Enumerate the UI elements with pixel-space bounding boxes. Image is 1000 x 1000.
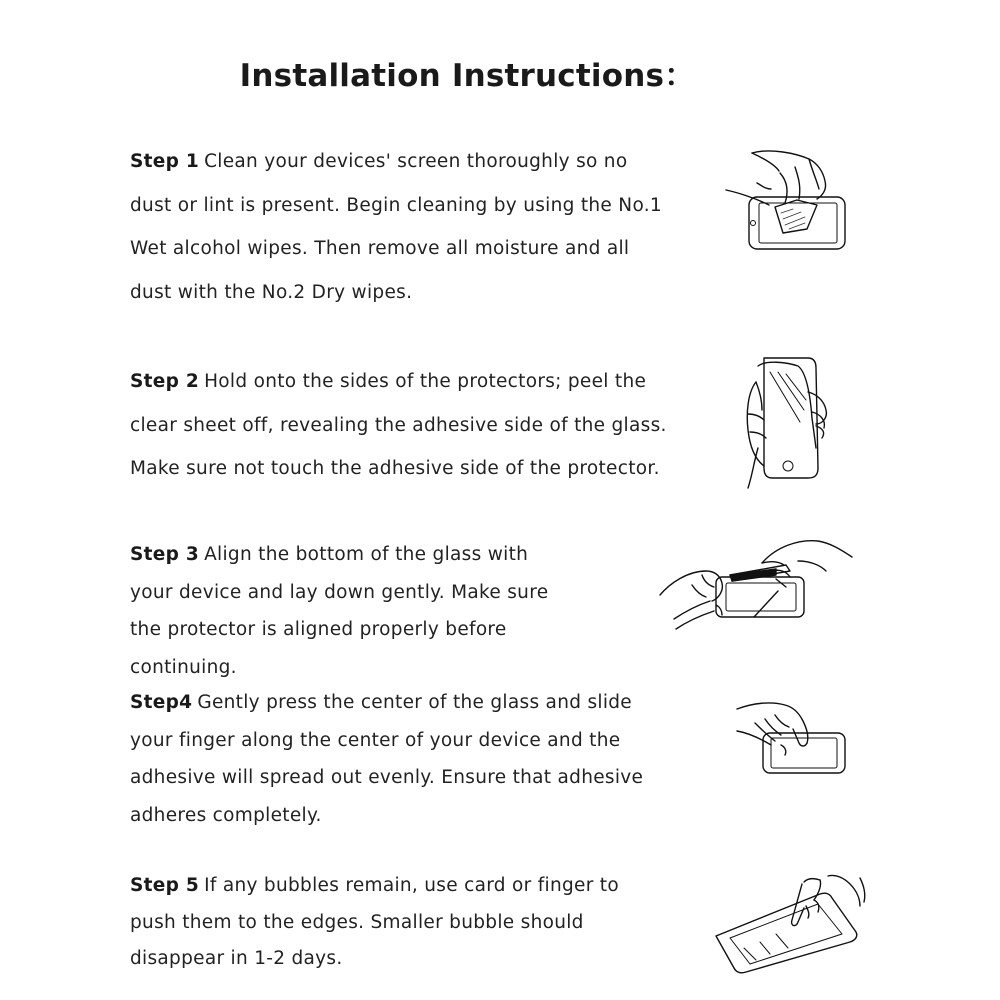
step-3-text: Align the bottom of the glass with your device and lay down gently. Make sure the protector is aligned properly before continuing.: [130, 544, 549, 678]
step-3-instruction: [130, 536, 570, 686]
step-5-text: If any bubbles remain, use card or finger to push them to the edges. Smaller bubble should disappear in 1-2 days.: [130, 875, 619, 969]
step-1-label: Step 1: [130, 151, 200, 172]
step-3-label: Step 3: [130, 544, 200, 565]
step-2-text: Hold onto the sides of the protectors; peel the clear sheet off, revealing the adhesive side of the glass. Make sure not touch the adhesive side of the protector.: [130, 371, 667, 479]
step-2-label: Step 2: [130, 371, 200, 392]
finger-pressing-phone-icon: [735, 695, 855, 780]
page-title: Installation Instructions：: [239, 58, 696, 94]
step-4-text: Gently press the center of the glass and slide your finger along the center of your device and the adhesive will spread out evenly. Ensure that adhesive adheres completely.: [130, 692, 644, 826]
step-1-text: Clean your devices' screen thoroughly so no dust or lint is present. Begin cleaning by using the No.1 Wet alcohol wipes. Then remove all moisture and all dust with the No.2 Dry wipes.: [130, 151, 662, 303]
step-2-instruction: [130, 360, 670, 491]
finger-pushing-bubbles-icon: [710, 872, 870, 977]
step-5-instruction: [130, 868, 660, 978]
step-4-instruction: [130, 684, 660, 834]
step-4-label: Step4: [130, 692, 193, 713]
hands-aligning-glass-icon: [658, 535, 853, 635]
step-5-label: Step 5: [130, 875, 200, 896]
step-1-instruction: [130, 140, 670, 314]
hand-holding-protector-icon: [738, 352, 838, 492]
hand-wiping-phone-icon: [725, 145, 855, 255]
